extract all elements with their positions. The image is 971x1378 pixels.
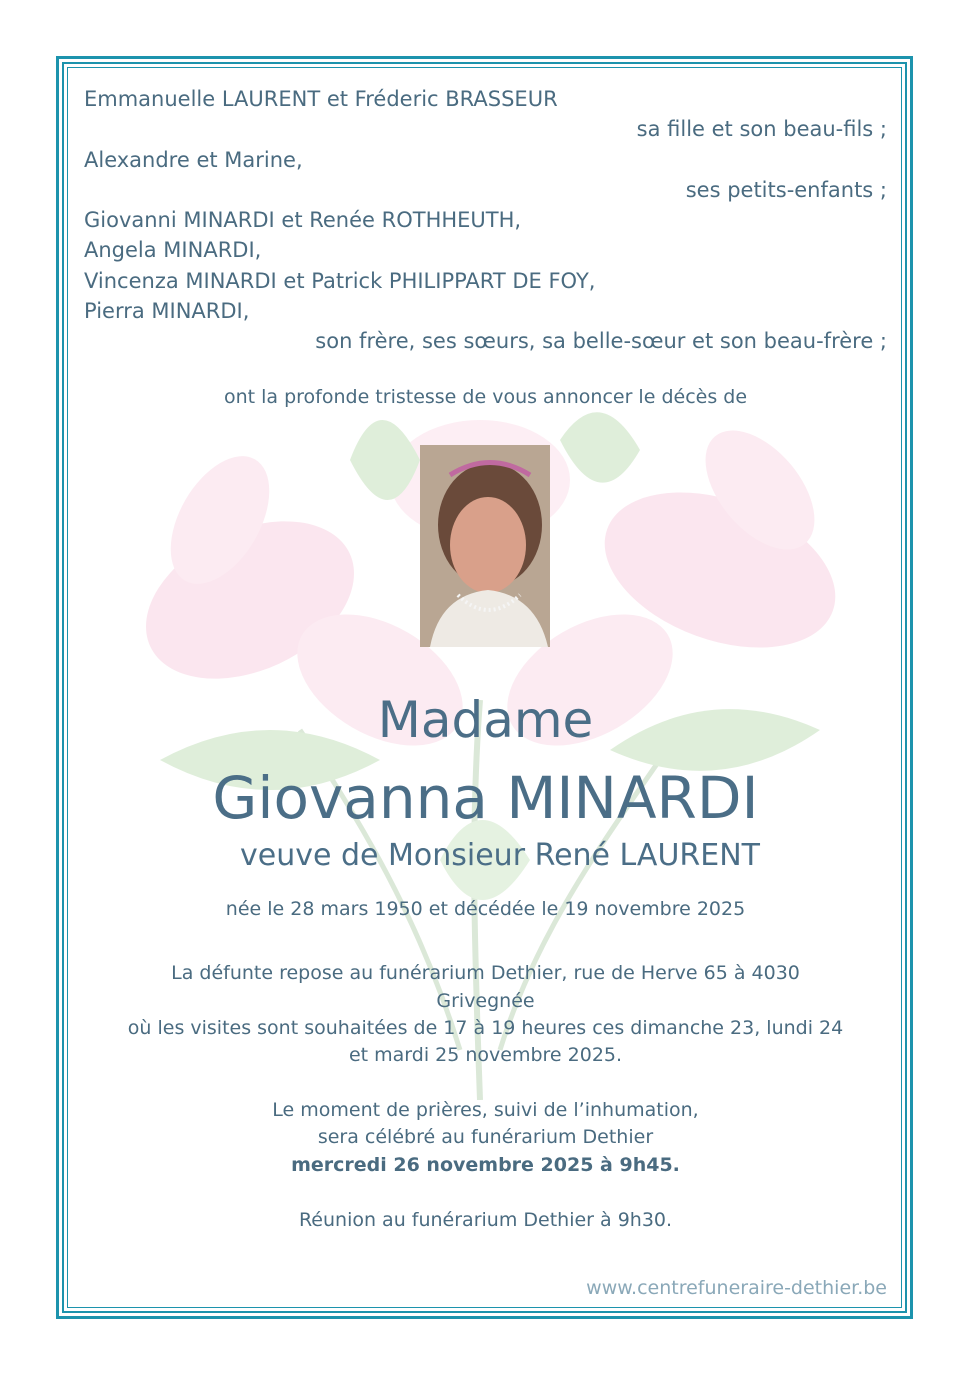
visitation-line-2: Grivegnée — [436, 990, 535, 1012]
visitation-line-1: La défunte repose au funérarium Dethier, rue de Herve 65 à 4030 — [171, 962, 800, 984]
visitation-line-4: et mardi 25 novembre 2025. — [348, 1044, 623, 1066]
family-relation-2: ses petits-enfants ; — [685, 178, 887, 202]
deceased-title: Madame — [377, 691, 594, 749]
website-link[interactable]: www.centrefuneraire-dethier.be — [586, 1277, 887, 1299]
meeting-info: Réunion au funérarium Dethier à 9h30. — [298, 1209, 673, 1231]
announcement-text: ont la profonde tristesse de vous annoncer le décès de — [223, 386, 748, 408]
ceremony-date: mercredi 26 novembre 2025 à 9h45. — [291, 1154, 680, 1176]
birth-death-dates: née le 28 mars 1950 et décédée le 19 novembre 2025 — [225, 898, 746, 920]
family-line-1: Emmanuelle LAURENT et Fréderic BRASSEUR — [84, 87, 558, 111]
family-line-6: Pierra MINARDI, — [84, 299, 250, 323]
deceased-name: Giovanna MINARDI — [212, 764, 759, 832]
family-line-5: Vincenza MINARDI et Patrick PHILIPPART DE FOY, — [84, 269, 596, 293]
portrait-illustration — [420, 445, 550, 647]
family-relation-1: sa fille et son beau-fils ; — [636, 117, 887, 141]
deceased-photo — [420, 445, 550, 647]
ceremony-line-1: Le moment de prières, suivi de l’inhumation, — [272, 1099, 699, 1121]
family-line-2: Alexandre et Marine, — [84, 148, 303, 172]
family-relation-3: son frère, ses sœurs, sa belle-sœur et son beau-frère ; — [315, 329, 887, 353]
widow-of-text: veuve de Monsieur René LAURENT — [240, 838, 760, 873]
ceremony-line-2: sera célébré au funérarium Dethier — [317, 1126, 654, 1148]
family-line-4: Angela MINARDI, — [84, 238, 262, 262]
visitation-line-3: où les visites sont souhaitées de 17 à 19 heures ces dimanche 23, lundi 24 — [127, 1017, 844, 1039]
family-line-3: Giovanni MINARDI et Renée ROTHHEUTH, — [84, 208, 522, 232]
